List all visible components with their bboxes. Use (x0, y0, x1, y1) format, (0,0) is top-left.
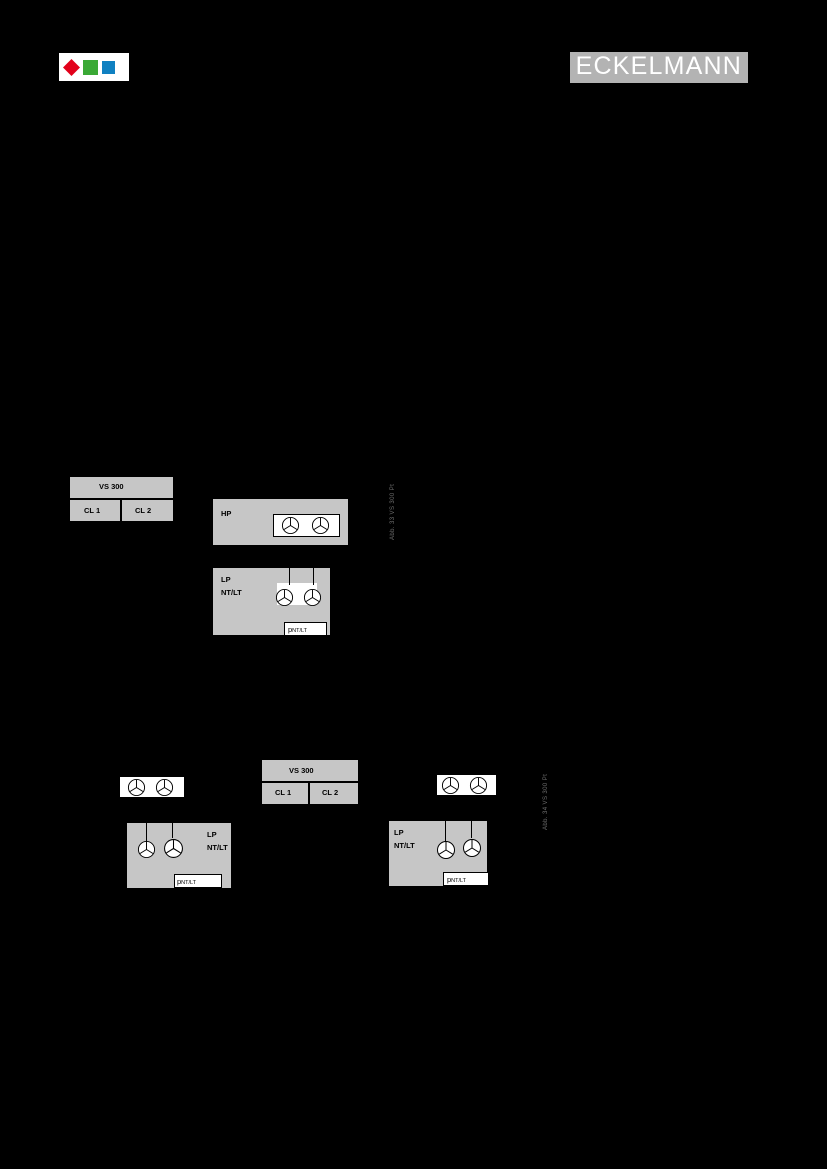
bottom-controller-cl2-label: CL 2 (322, 788, 339, 797)
top-controller-cl2-label: CL 2 (135, 506, 152, 515)
bottom-right-pipe-to-label: to NT/LT refr. point (455, 893, 517, 902)
top-lp-hp-riser-left (289, 555, 290, 585)
top-controller-title: VS 300 (99, 482, 124, 491)
top-lp-label-1: LP (221, 575, 231, 584)
top-pipe-to-riser (284, 636, 285, 653)
top-controller-cl1-label: CL 1 (84, 506, 101, 515)
compressor-icon (275, 588, 294, 607)
compressor-icon (469, 776, 488, 795)
bottom-left-pack-label-2: NT/LT (207, 843, 228, 852)
top-lp-label-2: NT/LT (221, 588, 242, 597)
bottom-left-pipe-from-top (78, 888, 174, 889)
brand-title: ECKELMANN (570, 52, 748, 83)
top-pipe-from-riser (394, 636, 395, 693)
top-figure-code: Abb. 33 VS 300 Pt (390, 483, 396, 540)
eckelmann-logo (59, 53, 129, 81)
top-pipe-top-connector (318, 636, 394, 637)
bottom-right-pipe-from-top (480, 886, 548, 887)
bottom-right-pipe-from-riser (548, 886, 549, 940)
bottom-loop1-label: Control loop 1 (233, 838, 280, 847)
compressor-icon (311, 516, 330, 535)
top-lp-pressure-label: pNT/LT (288, 625, 308, 635)
compressor-icon (127, 778, 146, 797)
compressor-icon (163, 838, 184, 859)
top-loop2-label: Control loop 2 (146, 542, 193, 551)
bottom-right-pipe-to-riser (443, 886, 444, 900)
logo-square-green-icon (83, 60, 98, 75)
bottom-controller-title: VS 300 (289, 766, 314, 775)
bottom-left-pipe-from-riser (78, 888, 79, 940)
compressor-icon (303, 588, 322, 607)
bottom-right-pack-label-1: LP (394, 828, 404, 837)
bottom-left-riser-1 (146, 798, 147, 842)
top-pipe-from-label: from NT/LT refr. point (282, 686, 353, 695)
bottom-left-pack-label-1: LP (207, 830, 217, 839)
compressor-icon (281, 516, 300, 535)
compressor-icon (441, 776, 460, 795)
bottom-right-pipe-from-label: from NT/LT refr. point (437, 933, 508, 942)
bottom-right-riser-2 (471, 796, 472, 838)
top-hp-label: HP (221, 509, 232, 518)
compressor-icon (436, 840, 456, 860)
logo-diamond-red-icon (63, 59, 80, 76)
top-lp-hp-riser-right (313, 547, 314, 585)
top-loop1-label: Control loop 1 (90, 579, 137, 588)
bottom-left-pipe-from-label: from NT/LT refr. point (97, 933, 168, 942)
top-hp-pressure-label: pC (288, 542, 297, 552)
logo-square-blue-icon (102, 61, 115, 74)
top-pipe-to-label: to NT/LT refr. point (286, 646, 348, 655)
bottom-right-riser-1 (445, 796, 446, 842)
bottom-left-pipe-to-label: to NT/LT refr. point (93, 893, 155, 902)
bottom-right-pressure-label: pNT/LT (447, 875, 467, 885)
bottom-right-pack-label-2: NT/LT (394, 841, 415, 850)
bottom-figure-code: Abb. 34 VS 300 Pt (543, 773, 549, 830)
bottom-left-pipe-to-riser (170, 888, 171, 900)
compressor-icon (462, 838, 482, 858)
bottom-left-pressure-label: pNT/LT (177, 877, 197, 887)
bottom-controller-cl1-label: CL 1 (275, 788, 292, 797)
compressor-icon (137, 840, 156, 859)
bottom-loop2-label: Control loop 2 (330, 838, 377, 847)
bottom-left-riser-2 (172, 798, 173, 838)
compressor-icon (155, 778, 174, 797)
bottom-loop1-vertical (286, 804, 288, 843)
